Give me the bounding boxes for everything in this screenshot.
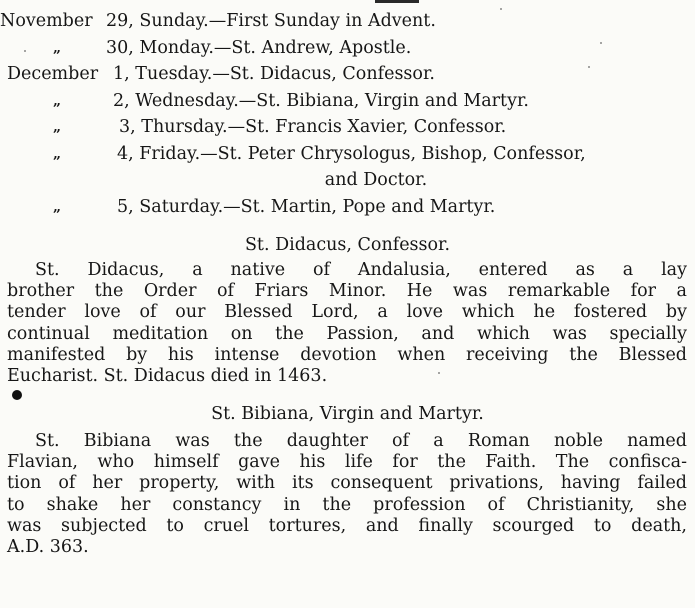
calendar-row bbox=[0, 88, 695, 115]
paragraph-line: Eucharist. St. Didacus died in 1463. bbox=[7, 366, 328, 387]
paragraph-line: St. Bibiana was the daughter of a Roman noble named bbox=[35, 431, 687, 451]
ditto-mark: „ bbox=[53, 39, 63, 56]
calendar-day: 30, bbox=[106, 37, 134, 58]
calendar-row bbox=[0, 114, 695, 141]
calendar-day: 2, bbox=[113, 90, 130, 111]
paper-speck bbox=[438, 372, 440, 374]
paper-speck bbox=[24, 50, 26, 52]
paragraph-line: tender love of our Blessed Lord, a love which he fostered by bbox=[7, 302, 687, 323]
calendar-row bbox=[0, 194, 695, 221]
calendar-day: 4, bbox=[117, 143, 134, 164]
calendar-row bbox=[0, 8, 695, 35]
paragraph-line: tion of her property, with its consequent privations, having failed bbox=[7, 473, 687, 494]
paragraph-line: A.D. 363. bbox=[7, 537, 89, 558]
calendar-text: Sunday.—First Sunday in Advent. bbox=[139, 11, 436, 31]
paragraph-line: continual meditation on the Passion, and which was specially bbox=[7, 323, 687, 344]
calendar-day: 29, bbox=[106, 11, 134, 31]
calendar-text-continuation: and Doctor. bbox=[324, 170, 428, 190]
calendar-text: Wednesday.—St. Bibiana, Virgin and Martyr. bbox=[135, 90, 529, 111]
paper-speck bbox=[500, 8, 502, 10]
calendar-row bbox=[0, 141, 695, 194]
calendar-month: December bbox=[7, 64, 99, 84]
calendar-text: Tuesday.—St. Didacus, Confessor. bbox=[135, 64, 435, 84]
top-rule bbox=[375, 0, 419, 3]
paper-speck bbox=[588, 66, 590, 68]
calendar-month: November bbox=[0, 11, 93, 31]
paragraph-line: was subjected to cruel tortures, and finally scourged to death, bbox=[7, 515, 687, 536]
section-paragraph bbox=[7, 431, 687, 558]
calendar-row bbox=[0, 61, 695, 88]
calendar-text: Monday.—St. Andrew, Apostle. bbox=[139, 37, 412, 58]
ditto-mark: „ bbox=[53, 198, 63, 215]
ditto-mark: „ bbox=[53, 145, 63, 162]
calendar-day: 1, bbox=[113, 64, 130, 84]
calendar-row bbox=[0, 35, 695, 62]
calendar-text: Thursday.—St. Francis Xavier, Confessor. bbox=[141, 117, 507, 137]
ditto-mark: „ bbox=[53, 92, 63, 109]
paragraph-line: to shake her constancy in the profession of Christianity, she bbox=[7, 494, 687, 515]
paragraph-line: Flavian, who himself gave his life for the Faith. The confisca- bbox=[7, 452, 687, 473]
calendar-day: 5, bbox=[117, 196, 134, 217]
calendar-list bbox=[0, 8, 695, 220]
paragraph-line: brother the Order of Friars Minor. He was remarkable for a bbox=[7, 281, 687, 302]
calendar-text: Friday.—St. Peter Chrysologus, Bishop, Confessor, bbox=[139, 143, 586, 164]
section-heading: St. Bibiana, Virgin and Martyr. bbox=[211, 404, 484, 424]
ditto-mark: „ bbox=[53, 119, 63, 135]
calendar-day: 3, bbox=[119, 117, 136, 137]
section-paragraph bbox=[7, 260, 687, 387]
calendar-text: Saturday.—St. Martin, Pope and Martyr. bbox=[139, 196, 496, 217]
paragraph-line: St. Didacus, a native of Andalusia, entered as a lay bbox=[35, 260, 687, 280]
paper-speck bbox=[600, 42, 602, 44]
paragraph-line: manifested by his intense devotion when receiving the Blessed bbox=[7, 344, 687, 365]
section-heading: St. Didacus, Confessor. bbox=[244, 235, 451, 255]
ink-blot bbox=[12, 390, 22, 400]
